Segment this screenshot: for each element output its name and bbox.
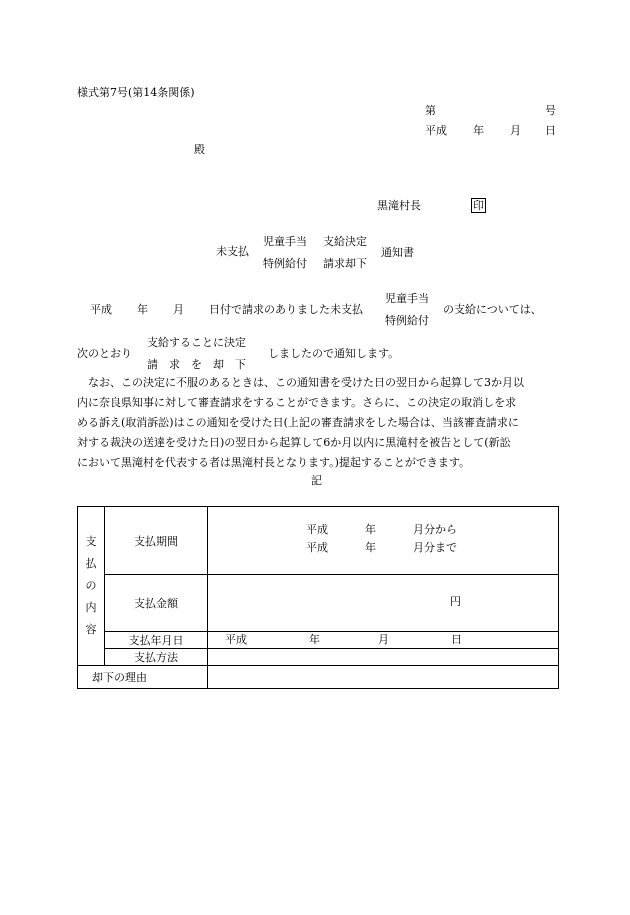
period-label: 支払期間 (105, 507, 208, 575)
issue-date-month: 月 (510, 124, 521, 137)
appeal-line: 内に奈良県知事に対して審査請求をすることができます。さらに、この決定の取消しを求 (77, 396, 517, 409)
p2-tail: しましたので通知します。 (268, 347, 400, 360)
p1-tail: の支給については、 (443, 303, 542, 316)
period-value: 平成 年 月分から 平成 年 月分まで (208, 507, 559, 575)
pay-date-value: 平成 年 月 日 (208, 632, 559, 649)
issuer-name: 黒滝村長 (377, 199, 421, 212)
appeal-line: なお、この決定に不服のあるときは、この通知書を受けた日の翌日から起算して3か月以 (88, 376, 524, 389)
p2-option-reject: 請 求 を 却 下 (147, 358, 246, 371)
pay-method-value (208, 649, 559, 666)
title-decision-reject: 請求却下 (323, 257, 367, 270)
appeal-paragraph (77, 373, 557, 473)
pay-method-label: 支払方法 (105, 649, 208, 666)
p1-year: 年 (137, 303, 148, 316)
title-unpaid: 未支払 (216, 245, 249, 258)
pay-date-label: 支払年月日 (105, 632, 208, 649)
p1-era: 平成 (90, 303, 112, 316)
appeal-line: 対する裁決の送達を受けた日)の翌日から起算して6か月以内に黒滝村を被告として(新訟 (77, 436, 511, 449)
amount-label: 支払金額 (105, 575, 208, 632)
p2-head: 次のとおり (77, 347, 132, 360)
appeal-line: において黒滝村を代表する者は黒滝村長となります。)提起することができます。 (77, 456, 471, 469)
ki-heading: 記 (311, 474, 322, 487)
reject-reason-label: 却下の理由 (78, 666, 208, 689)
title-item-special-benefit: 特例給付 (263, 257, 307, 270)
doc-no-suffix: 号 (545, 104, 556, 117)
reject-reason-value (208, 666, 559, 689)
issue-date-day: 日 (545, 124, 556, 137)
issue-date-era: 平成 (425, 124, 447, 137)
payment-details-table (77, 506, 559, 689)
title-notice: 通知書 (381, 246, 414, 259)
seal-mark: 印 (473, 199, 484, 212)
payment-contents-side-label: 支 払 の 内 容 (78, 507, 105, 666)
issue-date-year: 年 (473, 124, 484, 137)
p1-text: 日付で請求のありました未支払 (209, 303, 363, 316)
doc-no-prefix: 第 (425, 104, 436, 117)
amount-value: 円 (208, 575, 559, 632)
p1-month: 月 (173, 303, 184, 316)
appeal-line: める訴え(取消訴訟)はこの通知を受けた日(上記の審査請求をした場合は、当該審査請求に (77, 416, 519, 429)
title-item-child-allowance: 児童手当 (263, 235, 307, 248)
addressee-honorific: 殿 (194, 143, 205, 156)
title-decision-pay: 支給決定 (323, 235, 367, 248)
p1-item-child-allowance: 児童手当 (385, 292, 429, 305)
p1-item-special-benefit: 特例給付 (385, 314, 429, 327)
form-number: 様式第7号(第14条関係) (77, 86, 195, 99)
p2-option-pay: 支給することに決定 (147, 336, 246, 349)
